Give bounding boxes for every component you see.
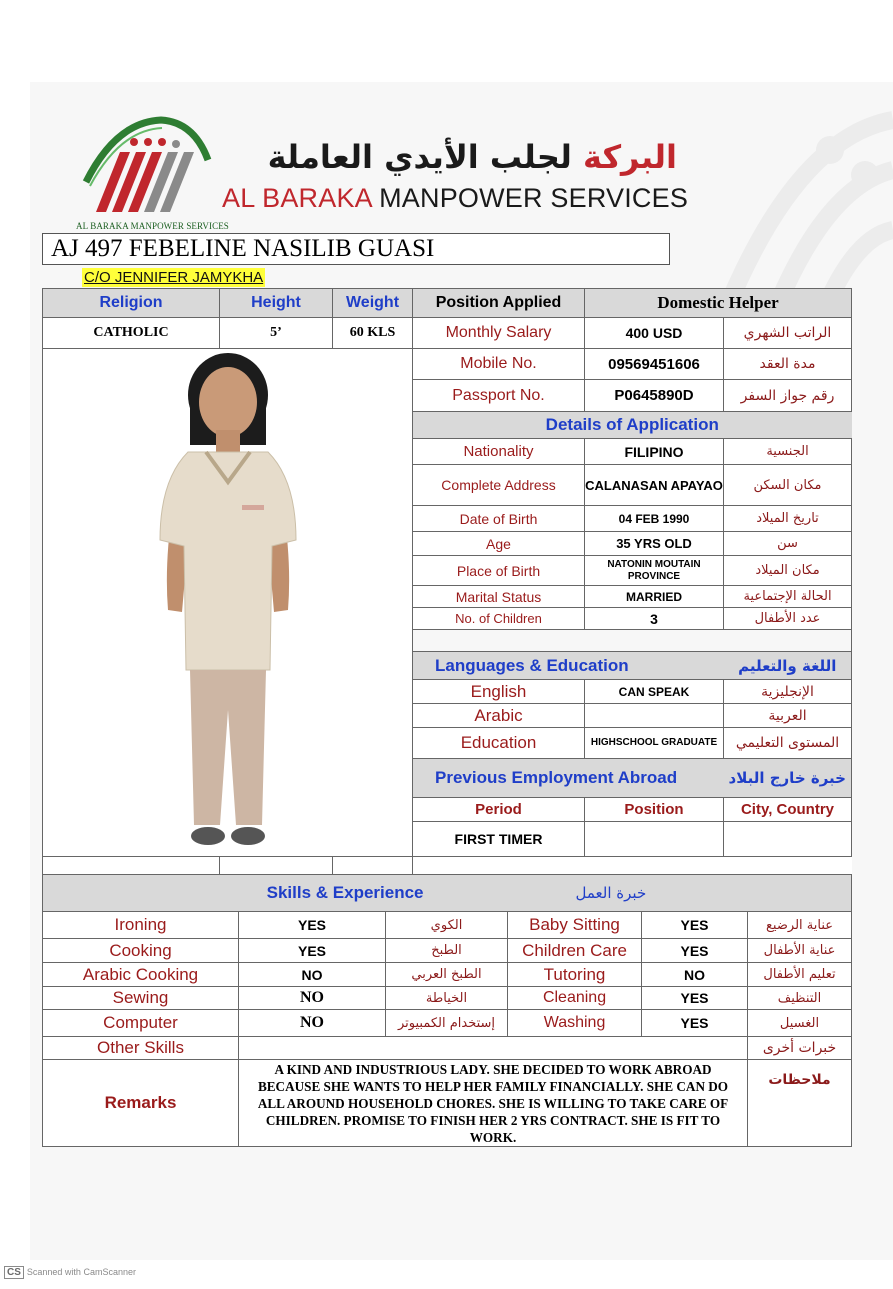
skill-arabiccooking-label: Arabic Cooking	[43, 963, 239, 987]
skill-ironing-arabic: الكوي	[386, 912, 508, 939]
candidate-name: AJ 497 FEBELINE NASILIB GUASI	[42, 233, 670, 265]
company-name-arabic	[222, 138, 677, 176]
nationality-value: FILIPINO	[585, 439, 724, 465]
religion-value: CATHOLIC	[43, 318, 220, 349]
skill-sewing-value: NO	[239, 987, 386, 1010]
other-skills-label: Other Skills	[43, 1037, 239, 1060]
passport-arabic: رقم جواز السفر	[724, 380, 852, 412]
children-label: No. of Children	[413, 608, 585, 630]
english-arabic: الإنجليزية	[724, 680, 852, 704]
skill-tutoring-arabic: تعليم الأطفال	[748, 963, 852, 987]
education-arabic: المستوى التعليمي	[724, 728, 852, 759]
dob-value: 04 FEB 1990	[585, 506, 724, 532]
skill-babysitting-label: Baby Sitting	[508, 912, 642, 939]
languages-header: Languages & Education	[413, 652, 724, 680]
dob-arabic: تاريخ الميلاد	[724, 506, 852, 532]
skill-washing-value: YES	[642, 1010, 748, 1037]
height-value: 5’	[220, 318, 333, 349]
candidate-photo	[128, 350, 328, 850]
skill-washing-label: Washing	[508, 1010, 642, 1037]
skill-childcare-label: Children Care	[508, 939, 642, 963]
skill-washing-arabic: الغسيل	[748, 1010, 852, 1037]
languages-header-arabic: اللغة والتعليم	[724, 652, 852, 680]
employment-header: Previous Employment Abroad	[413, 759, 724, 798]
salary-label: Monthly Salary	[413, 318, 585, 349]
mobile-value: 09569451606	[585, 349, 724, 380]
skills-table	[42, 874, 852, 1147]
remarks-label: Remarks	[43, 1060, 239, 1147]
skill-arabiccooking-value: NO	[239, 963, 386, 987]
dob-label: Date of Birth	[413, 506, 585, 532]
other-skills-value	[239, 1037, 748, 1060]
english-value: CAN SPEAK	[585, 680, 724, 704]
skills-header-arabic: خبرة العمل	[508, 875, 852, 912]
skill-cooking-label: Cooking	[43, 939, 239, 963]
company-arabic-part2: لجلب الأيدي العاملة	[267, 138, 572, 176]
skill-computer-value: NO	[239, 1010, 386, 1037]
passport-label: Passport No.	[413, 380, 585, 412]
skill-babysitting-arabic: عناية الرضيع	[748, 912, 852, 939]
emp-position-value	[585, 822, 724, 857]
weight-value: 60 KLS	[333, 318, 413, 349]
mobile-label: Mobile No.	[413, 349, 585, 380]
position-header: Position Applied	[413, 289, 585, 318]
address-label: Complete Address	[413, 465, 585, 506]
details-header: Details of Application	[413, 412, 852, 439]
children-value: 3	[585, 608, 724, 630]
skill-tutoring-value: NO	[642, 963, 748, 987]
skill-babysitting-value: YES	[642, 912, 748, 939]
other-skills-arabic: خبرات أخرى	[748, 1037, 852, 1060]
remarks-text: A KIND AND INDUSTRIOUS LADY. SHE DECIDED TO WORK ABROAD BECAUSE SHE WANTS TO HELP HER FAMILY FINANCIALLY. SHE CAN DO ALL AROUND HOUSEHOLD CHORES. SHE IS WILLING TO TAKE CARE OF CHILDREN. PROMISE TO FINISH HER 2 YRS CONTRACT. SHE IS FIT TO WORK.	[239, 1060, 748, 1147]
nationality-label: Nationality	[413, 439, 585, 465]
skill-cleaning-arabic: التنظيف	[748, 987, 852, 1010]
company-arabic-part1: البركة	[583, 138, 677, 176]
arabic-value	[585, 704, 724, 728]
skill-cleaning-label: Cleaning	[508, 987, 642, 1010]
skill-ironing-label: Ironing	[43, 912, 239, 939]
logo-caption: AL BARAKA MANPOWER SERVICES	[76, 221, 229, 231]
period-header: Period	[413, 798, 585, 822]
age-arabic: سن	[724, 532, 852, 556]
weight-header: Weight	[333, 289, 413, 318]
salary-value: 400 USD	[585, 318, 724, 349]
age-label: Age	[413, 532, 585, 556]
skill-childcare-arabic: عناية الأطفال	[748, 939, 852, 963]
arabic-label: Arabic	[413, 704, 585, 728]
skill-childcare-value: YES	[642, 939, 748, 963]
address-value: CALANASAN APAYAO	[585, 465, 724, 506]
marital-value: MARRIED	[585, 586, 724, 608]
arabic-arabic: العربية	[724, 704, 852, 728]
passport-value: P0645890D	[585, 380, 724, 412]
skill-computer-label: Computer	[43, 1010, 239, 1037]
mobile-arabic: مدة العقد	[724, 349, 852, 380]
scanner-note: Scanned with CamScanner	[26, 1267, 136, 1277]
position-value: Domestic Helper	[585, 289, 852, 318]
company-name-english	[222, 183, 688, 214]
skill-sewing-label: Sewing	[43, 987, 239, 1010]
address-arabic: مكان السكن	[724, 465, 852, 506]
city-country-header: City, Country	[724, 798, 852, 822]
education-label: Education	[413, 728, 585, 759]
skills-header: Skills & Experience	[43, 875, 508, 912]
salary-arabic: الراتب الشهري	[724, 318, 852, 349]
skill-cleaning-value: YES	[642, 987, 748, 1010]
application-table	[42, 288, 852, 877]
education-value: HIGHSCHOOL GRADUATE	[585, 728, 724, 759]
remarks-arabic: ملاحظات	[748, 1060, 852, 1147]
nationality-arabic: الجنسية	[724, 439, 852, 465]
company-english-part1: AL BARAKA	[222, 183, 372, 213]
spacer-row	[413, 630, 852, 652]
emp-position-header: Position	[585, 798, 724, 822]
city-country-value	[724, 822, 852, 857]
photo-cell	[43, 349, 413, 857]
pob-arabic: مكان الميلاد	[724, 556, 852, 586]
pob-label: Place of Birth	[413, 556, 585, 586]
care-of-label: C/O JENNIFER JAMYKHA	[84, 269, 264, 286]
skill-cooking-arabic: الطبخ	[386, 939, 508, 963]
religion-header: Religion	[43, 289, 220, 318]
age-value: 35 YRS OLD	[585, 532, 724, 556]
marital-label: Marital Status	[413, 586, 585, 608]
skill-arabiccooking-arabic: الطبخ العربي	[386, 963, 508, 987]
children-arabic: عدد الأطفال	[724, 608, 852, 630]
pob-value: NATONIN MOUTAIN PROVINCE	[585, 556, 724, 586]
skill-tutoring-label: Tutoring	[508, 963, 642, 987]
employment-header-arabic: خبرة خارج البلاد	[724, 759, 852, 798]
company-logo	[76, 112, 216, 220]
english-label: English	[413, 680, 585, 704]
skill-sewing-arabic: الخياطة	[386, 987, 508, 1010]
height-header: Height	[220, 289, 333, 318]
scanner-watermark	[4, 1266, 136, 1279]
marital-arabic: الحالة الإجتماعية	[724, 586, 852, 608]
skill-ironing-value: YES	[239, 912, 386, 939]
skill-cooking-value: YES	[239, 939, 386, 963]
skill-computer-arabic: إستخدام الكمبيوتر	[386, 1010, 508, 1037]
period-value: FIRST TIMER	[413, 822, 585, 857]
company-english-part2: MANPOWER SERVICES	[379, 183, 689, 213]
scanner-badge: CS	[4, 1266, 24, 1279]
